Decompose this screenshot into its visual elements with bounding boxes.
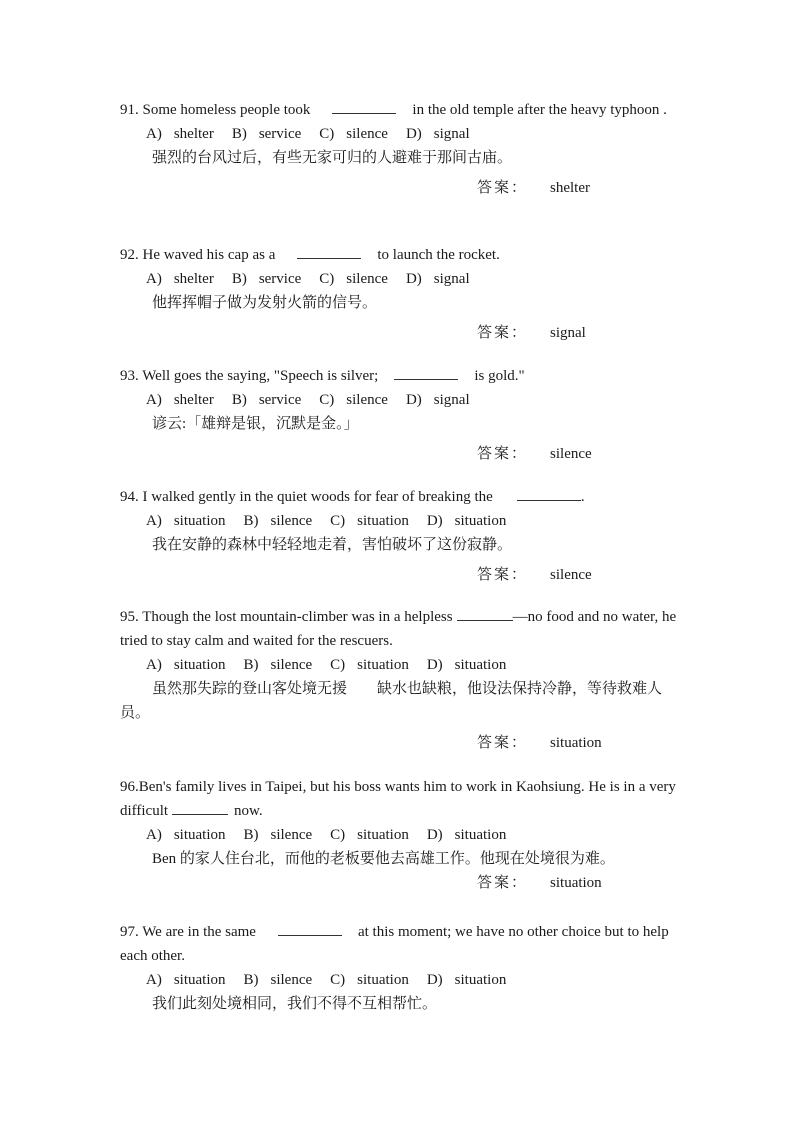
answer-blank bbox=[172, 800, 228, 815]
option-b: B) silence bbox=[243, 657, 313, 673]
option-d: D) signal bbox=[405, 126, 470, 142]
stem-text-before: 93. Well goes the saying, "Speech is silver; bbox=[120, 368, 379, 384]
option-c: C) silence bbox=[319, 126, 388, 142]
question-96 bbox=[120, 775, 682, 895]
answer-blank bbox=[297, 244, 361, 259]
options-row bbox=[120, 509, 682, 533]
stem-text-after: in the old temple after the heavy typhoon . bbox=[412, 102, 667, 118]
option-a: A) shelter bbox=[146, 271, 214, 287]
chinese-translation: 我在安静的森林中轻轻地走着，害怕破坏了这份寂静。 bbox=[152, 537, 513, 553]
answer-value: silence bbox=[550, 567, 592, 583]
question-stem bbox=[120, 243, 682, 267]
answer-value: silence bbox=[550, 446, 592, 462]
answer-line bbox=[477, 321, 682, 345]
stem-text-after: to launch the rocket. bbox=[377, 247, 500, 263]
option-c: C) silence bbox=[319, 392, 388, 408]
stem-text-before: 97. We are in the same bbox=[120, 924, 256, 940]
question-stem bbox=[120, 775, 682, 823]
option-a: A) situation bbox=[146, 827, 226, 843]
answer-line bbox=[477, 731, 682, 755]
answer-label: 答案： bbox=[477, 567, 529, 583]
stem-text-before: 94. I walked gently in the quiet woods for fear of breaking the bbox=[120, 489, 493, 505]
stem-text-before: 92. He waved his cap as a bbox=[120, 247, 276, 263]
option-d: D) situation bbox=[426, 827, 507, 843]
stem-text-after: is gold." bbox=[474, 368, 525, 384]
answer-value: shelter bbox=[550, 180, 590, 196]
answer-label: 答案： bbox=[477, 735, 529, 751]
stem-text-before: 96.Ben's family lives in Taipei, but his boss wants him to work in Kaohsiung. He is in a very difficult bbox=[120, 779, 676, 819]
options-row bbox=[120, 122, 682, 146]
stem-text-after: now. bbox=[234, 803, 263, 819]
option-a: A) shelter bbox=[146, 126, 214, 142]
answer-label: 答案： bbox=[477, 446, 529, 462]
chinese-translation: Ben 的家人住台北，而他的老板要他去高雄工作。他现在处境很为难。 bbox=[152, 851, 615, 867]
options-row bbox=[120, 388, 682, 412]
option-a: A) shelter bbox=[146, 392, 214, 408]
answer-blank bbox=[517, 486, 581, 501]
question-stem bbox=[120, 605, 682, 653]
stem-text-before: 95. Though the lost mountain-climber was in a helpless bbox=[120, 609, 453, 625]
option-b: B) service bbox=[231, 126, 302, 142]
chinese-translation: 强烈的台风过后，有些无家可归的人避难于那间古庙。 bbox=[152, 150, 513, 166]
answer-value: situation bbox=[550, 735, 602, 751]
chinese-translation: 我们此刻处境相同，我们不得不互相帮忙。 bbox=[152, 996, 438, 1012]
option-b: B) silence bbox=[243, 972, 313, 988]
option-d: D) situation bbox=[426, 657, 507, 673]
option-d: D) signal bbox=[405, 392, 470, 408]
question-93 bbox=[120, 364, 682, 466]
option-a: A) situation bbox=[146, 657, 226, 673]
question-stem bbox=[120, 364, 682, 388]
options-row bbox=[120, 823, 682, 847]
option-a: A) situation bbox=[146, 513, 226, 529]
option-c: C) silence bbox=[319, 271, 388, 287]
question-stem bbox=[120, 920, 682, 968]
options-row bbox=[120, 267, 682, 291]
option-b: B) service bbox=[231, 392, 302, 408]
answer-blank bbox=[394, 365, 458, 380]
options-row bbox=[120, 653, 682, 677]
chinese-translation: 虽然那失踪的登山客处境无援 缺水也缺粮，他设法保持冷静，等待救难人员。 bbox=[120, 681, 663, 721]
answer-line bbox=[477, 176, 682, 200]
question-95 bbox=[120, 605, 682, 755]
answer-line bbox=[477, 563, 682, 587]
answer-label: 答案： bbox=[477, 875, 529, 891]
option-d: D) signal bbox=[405, 271, 470, 287]
answer-blank bbox=[457, 606, 513, 621]
answer-blank bbox=[278, 921, 342, 936]
stem-text-after: at this moment; we have no other choice but to help each other. bbox=[120, 924, 669, 964]
question-92 bbox=[120, 243, 682, 345]
question-91 bbox=[120, 98, 682, 200]
option-d: D) situation bbox=[426, 972, 507, 988]
option-b: B) silence bbox=[243, 513, 313, 529]
option-c: C) situation bbox=[330, 657, 409, 673]
option-b: B) silence bbox=[243, 827, 313, 843]
answer-line bbox=[477, 871, 682, 895]
options-row bbox=[120, 968, 682, 992]
option-c: C) situation bbox=[330, 513, 409, 529]
question-94 bbox=[120, 485, 682, 587]
question-stem bbox=[120, 485, 682, 509]
answer-label: 答案： bbox=[477, 180, 529, 196]
answer-value: signal bbox=[550, 325, 586, 341]
answer-blank bbox=[332, 99, 396, 114]
chinese-translation: 谚云:「雄辩是银，沉默是金。」 bbox=[152, 416, 359, 432]
option-d: D) situation bbox=[426, 513, 507, 529]
answer-label: 答案： bbox=[477, 325, 529, 341]
answer-line bbox=[477, 442, 682, 466]
option-a: A) situation bbox=[146, 972, 226, 988]
option-c: C) situation bbox=[330, 972, 409, 988]
answer-value: situation bbox=[550, 875, 602, 891]
question-97 bbox=[120, 920, 682, 1016]
stem-text-after: —no food and no water, he tried to stay calm and waited for the rescuers. bbox=[120, 609, 677, 649]
stem-text-after: . bbox=[580, 489, 585, 505]
option-b: B) service bbox=[231, 271, 302, 287]
stem-text-before: 91. Some homeless people took bbox=[120, 102, 311, 118]
chinese-translation: 他挥挥帽子做为发射火箭的信号。 bbox=[152, 295, 378, 311]
option-c: C) situation bbox=[330, 827, 409, 843]
question-stem bbox=[120, 98, 682, 122]
